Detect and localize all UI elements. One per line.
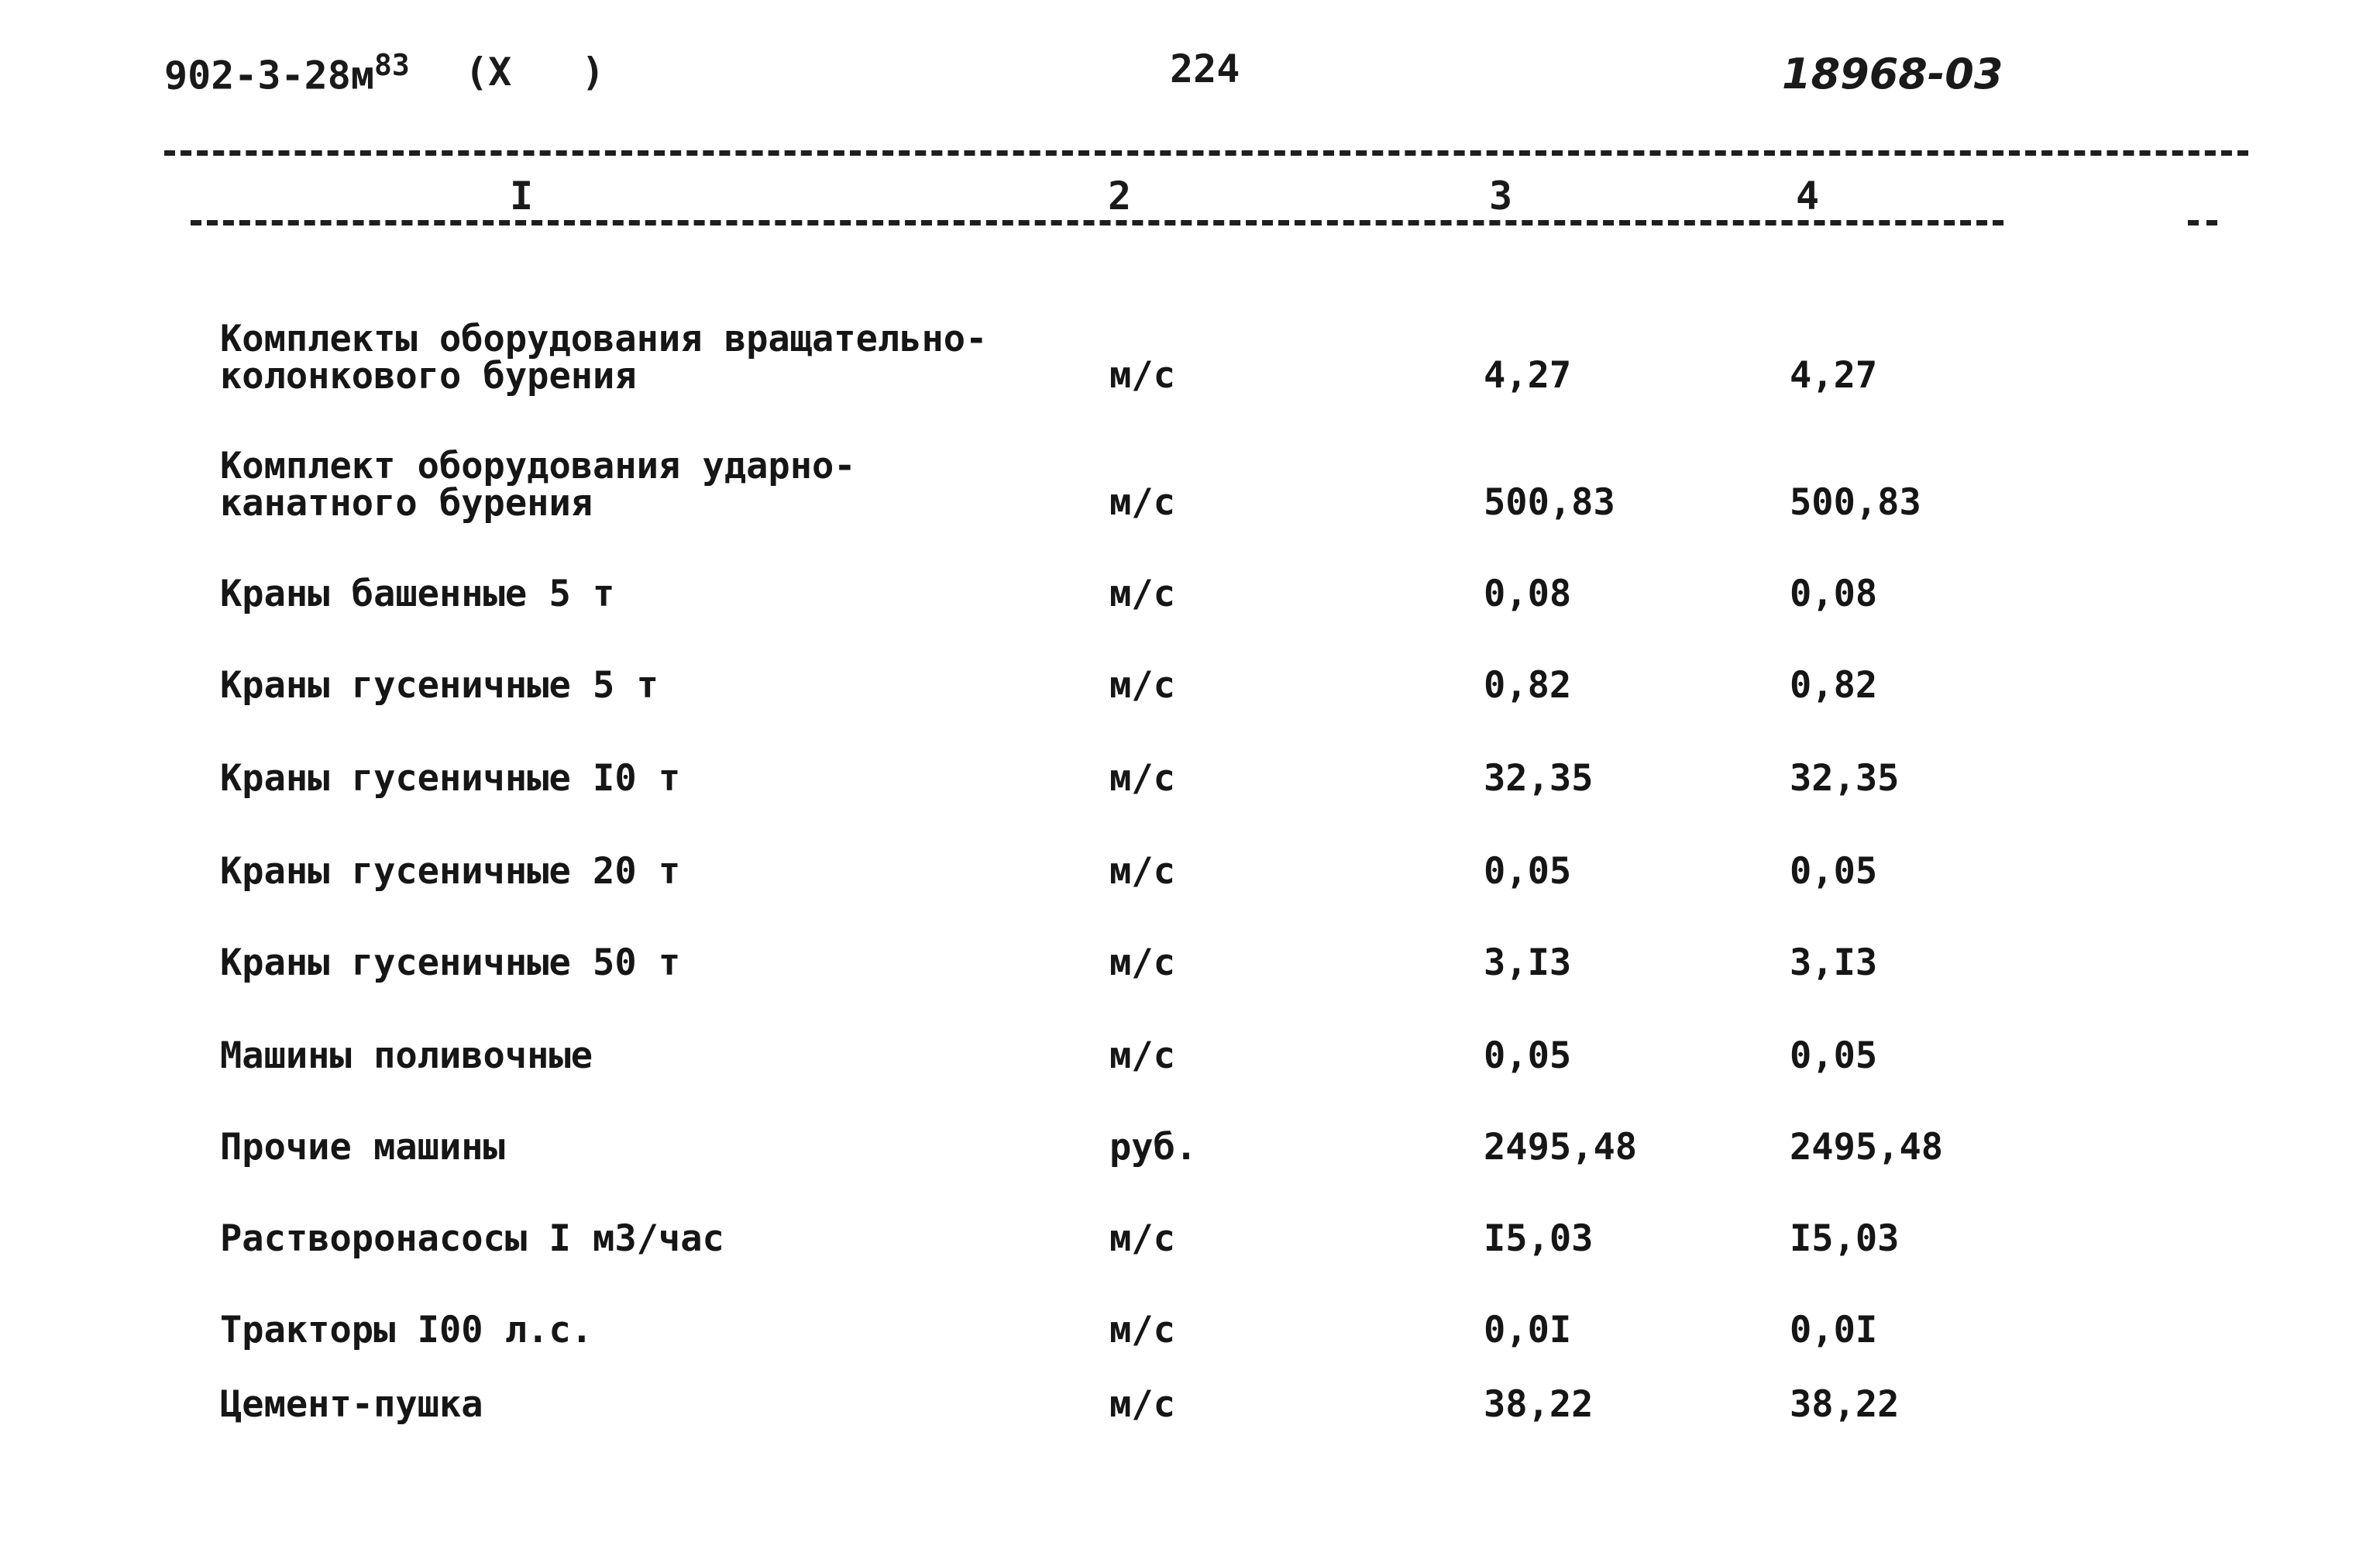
row-unit: м/с: [1109, 573, 1175, 615]
row-value-3: 500,83: [1484, 481, 1615, 524]
row-name: Краны башенные 5 т: [220, 573, 615, 615]
document-code-superscript: 83: [373, 48, 410, 82]
table-row: [0, 1006, 2380, 1076]
row-unit: м/с: [1109, 850, 1175, 893]
table-row: [0, 437, 2380, 525]
row-value-3: 0,0I: [1484, 1309, 1572, 1351]
row-value-3: 32,35: [1484, 757, 1594, 800]
row-value-4: 32,35: [1790, 757, 1900, 800]
row-value-3: 3,I3: [1484, 942, 1572, 984]
row-name: Прочие машины: [220, 1126, 505, 1169]
row-name: Комплект оборудования ударно- канатного бурения: [220, 445, 856, 525]
row-value-3: 38,22: [1484, 1383, 1594, 1426]
row-value-4: 4,27: [1790, 354, 1878, 397]
row-unit: м/с: [1109, 1034, 1175, 1077]
row-value-4: 0,82: [1790, 664, 1878, 707]
column-number-1: I: [510, 174, 534, 219]
column-number-2: 2: [1108, 174, 1132, 219]
row-name: Краны гусеничные 50 т: [220, 942, 681, 984]
header-bottom-rule: [191, 220, 2003, 225]
row-name: Растворонасосы I м3/час: [220, 1217, 724, 1260]
row-value-4: 0,05: [1790, 850, 1878, 893]
row-value-4: I5,03: [1790, 1217, 1900, 1260]
row-value-3: 0,08: [1484, 573, 1572, 615]
table-row: [0, 728, 2380, 798]
row-name: Машины поливочные: [220, 1034, 593, 1077]
table-row: [0, 821, 2380, 891]
row-name: Цемент-пушка: [220, 1383, 483, 1426]
row-unit: м/с: [1109, 354, 1175, 397]
row-value-4: 0,0I: [1790, 1309, 1878, 1351]
row-value-3: 0,05: [1484, 850, 1572, 893]
row-unit: м/с: [1109, 942, 1175, 984]
row-unit: м/с: [1109, 1309, 1175, 1351]
header-bottom-rule-end: [2188, 220, 2217, 225]
table-row: [0, 1097, 2380, 1167]
row-value-3: 0,05: [1484, 1034, 1572, 1077]
row-value-4: 0,08: [1790, 573, 1878, 615]
row-value-3: I5,03: [1484, 1217, 1594, 1260]
column-number-3: 3: [1489, 174, 1513, 219]
row-unit: руб.: [1109, 1126, 1198, 1169]
row-name: Комплекты оборудования вращательно- колонкового бурения: [220, 318, 988, 398]
row-value-4: 2495,48: [1790, 1126, 1944, 1169]
table-row: [0, 1355, 2380, 1424]
table-row: [0, 544, 2380, 614]
row-unit: м/с: [1109, 481, 1175, 524]
column-number-4: 4: [1796, 174, 1820, 219]
document-code: [164, 48, 410, 98]
row-value-4: 38,22: [1790, 1383, 1900, 1426]
row-value-3: 2495,48: [1484, 1126, 1638, 1169]
row-unit: м/с: [1109, 1383, 1175, 1426]
row-value-4: 0,05: [1790, 1034, 1878, 1077]
row-unit: м/с: [1109, 664, 1175, 707]
table-row: [0, 913, 2380, 983]
header-top-rule: [164, 150, 2248, 156]
row-name: Тракторы I00 л.с.: [220, 1309, 593, 1351]
row-value-3: 0,82: [1484, 664, 1572, 707]
section-mark: (Х ): [465, 50, 605, 95]
row-unit: м/с: [1109, 757, 1175, 800]
row-value-4: 3,I3: [1790, 942, 1878, 984]
row-name: Краны гусеничные 20 т: [220, 850, 681, 893]
archive-number: 18968-03: [1782, 50, 2003, 98]
table-row: [0, 635, 2380, 705]
row-name: Краны гусеничные 5 т: [220, 664, 659, 707]
table-row: [0, 1189, 2380, 1258]
row-name: Краны гусеничные I0 т: [220, 757, 681, 800]
row-value-4: 500,83: [1790, 481, 1921, 524]
row-unit: м/с: [1109, 1217, 1175, 1260]
table-row: [0, 310, 2380, 398]
document-code-main: 902-3-28м: [164, 53, 374, 98]
table-row: [0, 1280, 2380, 1350]
page-number: 224: [1170, 46, 1240, 91]
row-value-3: 4,27: [1484, 354, 1572, 397]
